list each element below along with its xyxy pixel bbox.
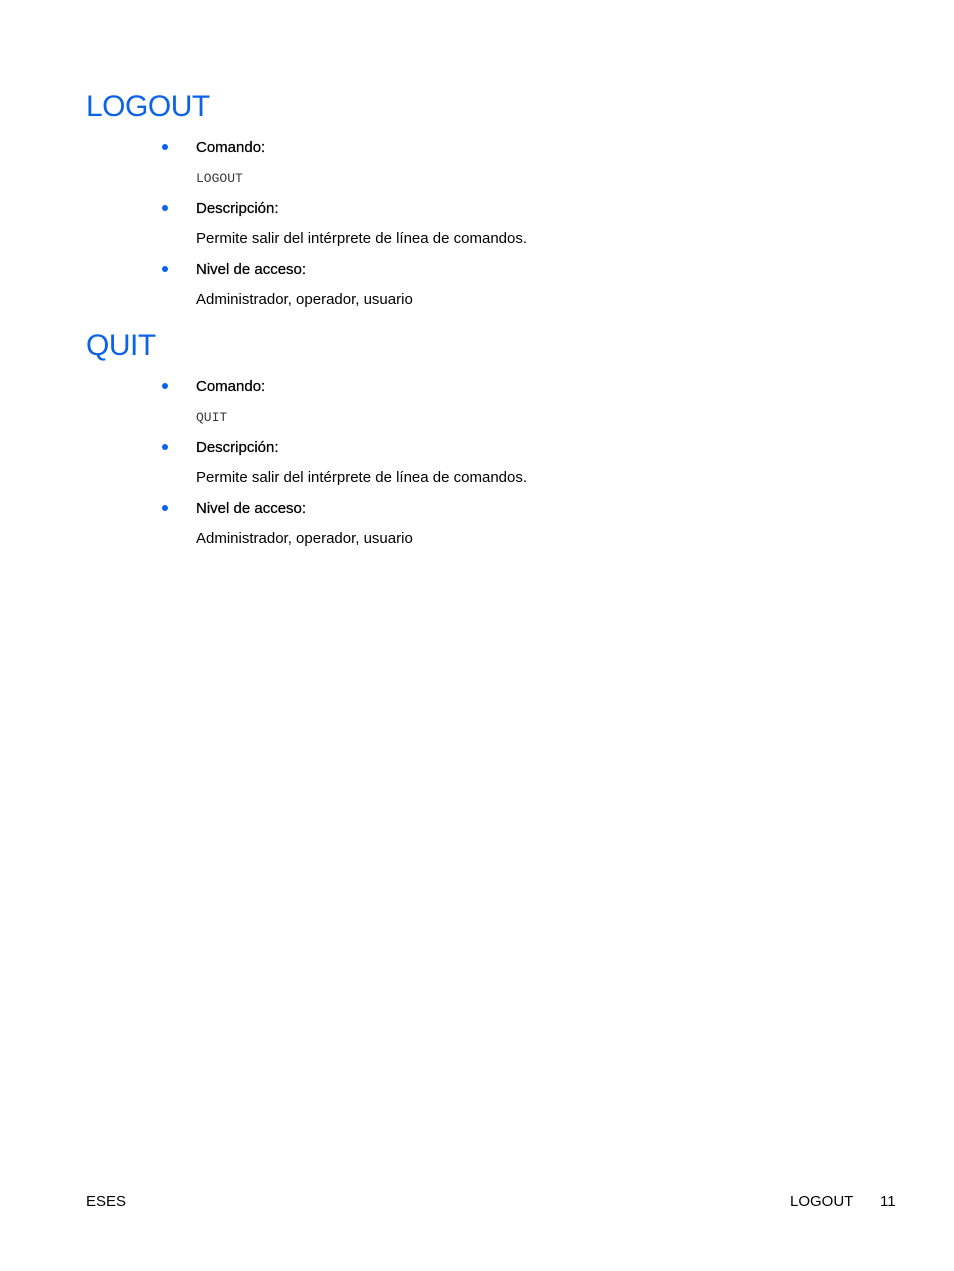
item-value-description: Permite salir del intérprete de línea de comandos.: [196, 469, 528, 486]
item-label-descripcion: Descripción:: [196, 200, 279, 217]
item-label-comando: Comando:: [196, 139, 266, 156]
bullet-icon: [162, 444, 168, 450]
footer-section-name: LOGOUT: [790, 1193, 854, 1210]
section-title-quit: QUIT: [86, 329, 156, 362]
section-title-logout: LOGOUT: [86, 90, 210, 123]
page-number: 11: [880, 1193, 896, 1210]
item-label-nivel: Nivel de acceso:: [196, 500, 307, 517]
bullet-icon: [162, 205, 168, 211]
bullet-icon: [162, 505, 168, 511]
item-value-command: QUIT: [196, 410, 228, 425]
item-value-access-level: Administrador, operador, usuario: [196, 530, 413, 547]
item-value-description: Permite salir del intérprete de línea de comandos.: [196, 230, 528, 247]
item-value-access-level: Administrador, operador, usuario: [196, 291, 413, 308]
item-label-descripcion: Descripción:: [196, 439, 279, 456]
footer-left-label: ESES: [86, 1193, 127, 1210]
item-label-nivel: Nivel de acceso:: [196, 261, 307, 278]
item-label-comando: Comando:: [196, 378, 266, 395]
bullet-icon: [162, 144, 168, 150]
bullet-icon: [162, 266, 168, 272]
item-value-command: LOGOUT: [196, 171, 243, 186]
bullet-icon: [162, 383, 168, 389]
